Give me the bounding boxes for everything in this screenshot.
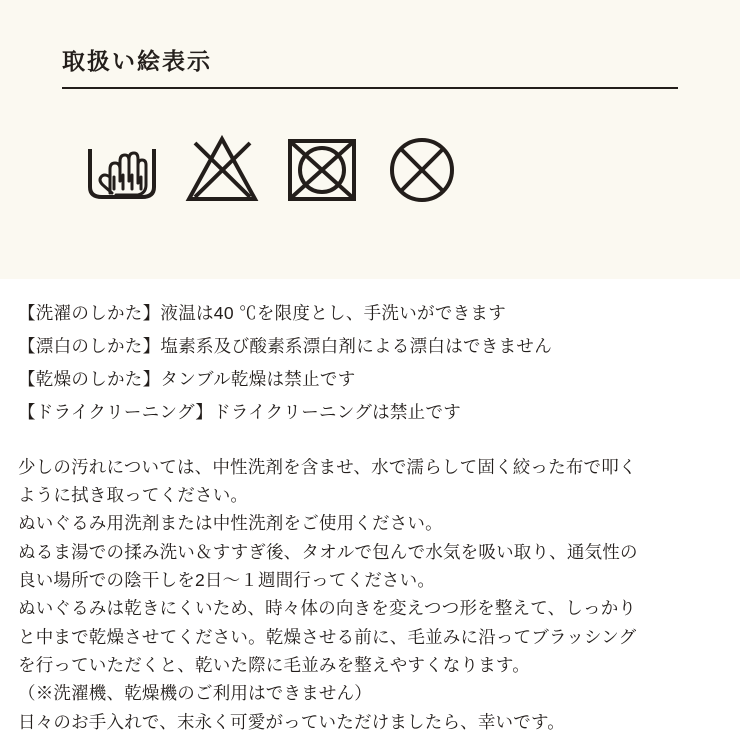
care-note	[18, 453, 724, 736]
list-item: 【洗濯のしかた】液温は40 ℃を限度とし、手洗いができます	[18, 303, 507, 323]
symbol-panel	[0, 0, 740, 279]
list-item: 【乾燥のしかた】タンブル乾燥は禁止です	[18, 369, 356, 390]
do-not-tumble-dry-symbol	[284, 131, 360, 207]
hand-wash-symbol	[84, 131, 160, 207]
page-title: 取扱い絵表示	[62, 48, 212, 74]
title-divider	[62, 87, 678, 89]
list-item: 【漂白のしかた】塩素系及び酸素系漂白剤による漂白はできません	[18, 336, 552, 357]
care-note-line: ように拭き取ってください。	[18, 484, 249, 505]
care-instructions	[18, 300, 724, 736]
do-not-bleach-symbol	[184, 131, 260, 207]
care-note-line: ぬいぐるみ用洗剤または中性洗剤をご使用ください。	[18, 513, 443, 534]
care-note-line: 日々のお手入れで、末永く可愛がっていただけましたら、幸いです。	[18, 711, 565, 732]
panel-header	[62, 48, 678, 89]
care-symbol-row	[84, 131, 460, 207]
spec-list	[18, 300, 724, 427]
care-note-line: 良い場所での陰干しを2日〜１週間行ってください。	[18, 569, 436, 590]
care-note-line: を行っていただくと、乾いた際に毛並みを整えやすくなります。	[18, 654, 530, 675]
care-note-line: （※洗濯機、乾燥機のご利用はできません）	[18, 683, 372, 704]
care-note-line: 少しの汚れについては、中性洗剤を含ませ、水で濡らして固く絞った布で叩く	[18, 456, 637, 477]
list-item: 【ドライクリーニング】ドライクリーニングは禁止です	[18, 402, 462, 423]
do-not-dry-clean-symbol	[384, 131, 460, 207]
care-note-line: ぬいぐるみは乾きにくいため、時々体の向きを変えつつ形を整えて、しっかり	[18, 598, 637, 619]
care-note-line: ぬるま湯での揉み洗い＆すすぎ後、タオルで包んで水気を吸い取り、通気性の	[18, 541, 638, 562]
care-note-line: と中まで乾燥させてください。乾燥させる前に、毛並みに沿ってブラッシング	[18, 626, 637, 647]
